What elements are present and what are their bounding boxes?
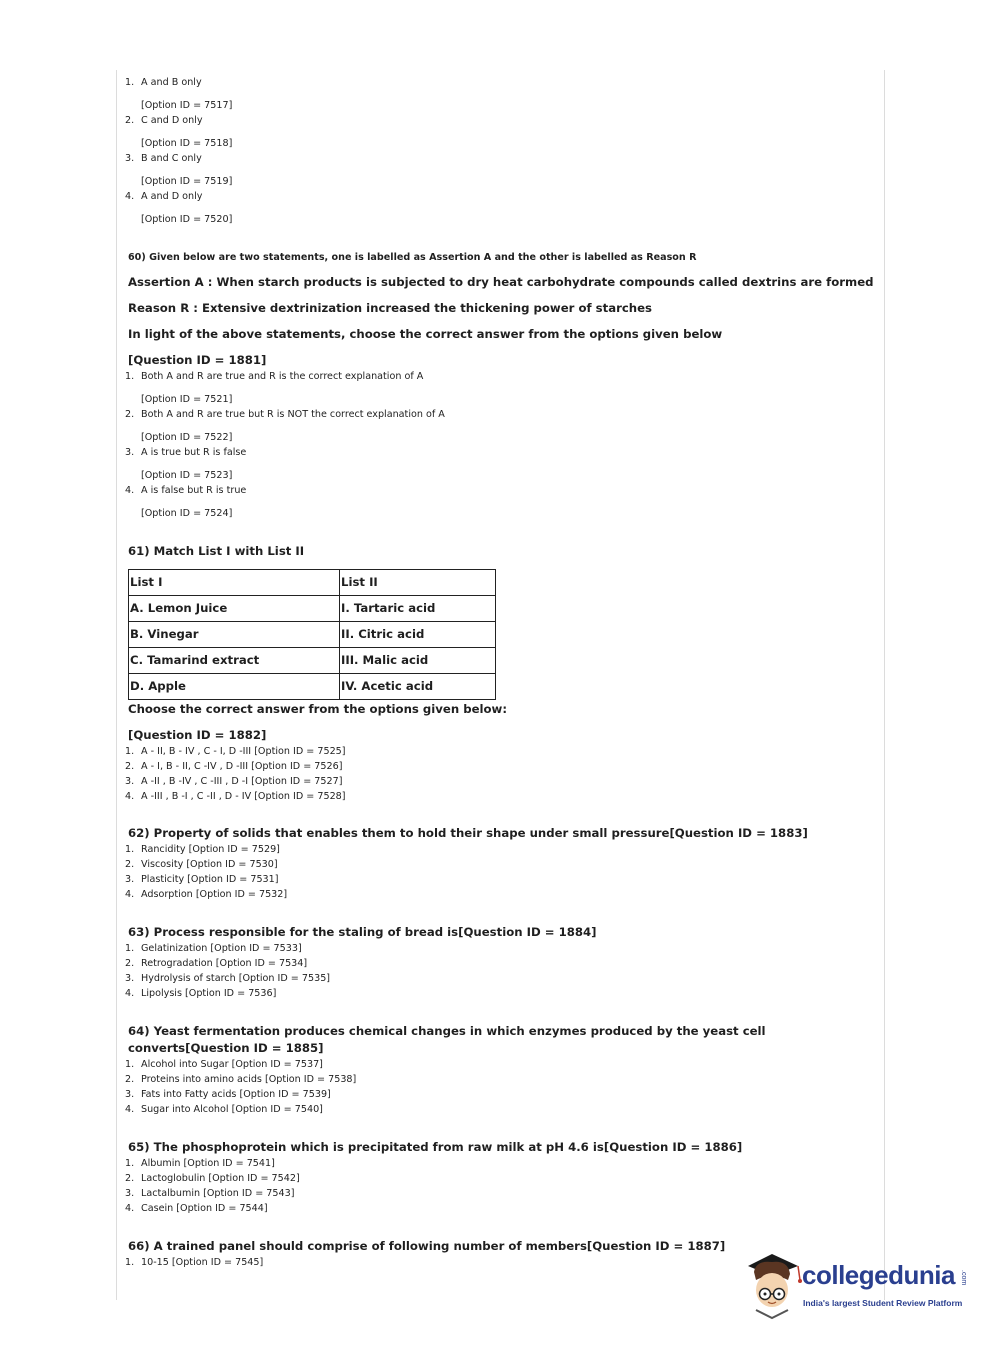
mascot-icon: [742, 1250, 804, 1322]
question-60: [116, 249, 886, 521]
option-id: [Option ID = 7520]: [141, 214, 233, 225]
option-item: 1. 10-15 [Option ID = 7545]: [125, 1257, 264, 1268]
table-row: [129, 596, 496, 622]
option-item: 3. Fats into Fatty acids [Option ID = 7539]: [125, 1089, 331, 1100]
table-cell: B. Vinegar: [129, 622, 340, 648]
table-row: [129, 648, 496, 674]
question-title: 65) The phosphoprotein which is precipitated from raw milk at pH 4.6 is[Question ID = 1886]: [128, 1140, 743, 1154]
question-65: [116, 1139, 886, 1216]
option-item: 4. Casein [Option ID = 7544]: [125, 1203, 268, 1214]
table-cell: C. Tamarind extract: [129, 648, 340, 674]
question-title: 60) Given below are two statements, one is labelled as Assertion A and the other is labelled as Reason R: [128, 252, 697, 263]
instruction-text: Choose the correct answer from the options given below:: [128, 702, 508, 716]
option-item: 1. Albumin [Option ID = 7541]: [125, 1158, 275, 1169]
option-id: [Option ID = 7517]: [141, 100, 233, 111]
question-paper-content: [116, 70, 886, 1270]
table-row: [129, 674, 496, 700]
table-cell: IV. Acetic acid: [340, 674, 496, 700]
option-item: 4. A is false but R is true: [125, 485, 247, 496]
option-item: 4. A and D only: [125, 191, 203, 202]
logo-tagline: India's largest Student Review Platform: [803, 1298, 963, 1308]
match-table: [128, 569, 496, 700]
option-id: [Option ID = 7522]: [141, 432, 233, 443]
question-title: 64) Yeast fermentation produces chemical changes in which enzymes produced by the yeast cell converts[Question ID = 1885]: [128, 1024, 766, 1055]
question-61: [116, 543, 886, 804]
question-64: [116, 1023, 886, 1117]
option-item: 1. Alcohol into Sugar [Option ID = 7537]: [125, 1059, 323, 1070]
option-item: 1. Rancidity [Option ID = 7529]: [125, 844, 280, 855]
question-63: [116, 924, 886, 1001]
option-item: 3. A is true but R is false: [125, 447, 247, 458]
collegedunia-logo: [742, 1250, 972, 1322]
option-item: 2. Both A and R are true but R is NOT the correct explanation of A: [125, 409, 445, 420]
option-item: 1. A and B only: [125, 77, 202, 88]
table-header-row: [129, 570, 496, 596]
question-id: [Question ID = 1881]: [128, 353, 267, 367]
option-item: 4. A -III , B -I , C -II , D - IV [Option ID = 7528]: [125, 791, 346, 802]
option-item: 4. Lipolysis [Option ID = 7536]: [125, 988, 277, 999]
q59-options: [116, 75, 886, 227]
option-item: 2. Proteins into amino acids [Option ID = 7538]: [125, 1074, 357, 1085]
option-item: 1. Gelatinization [Option ID = 7533]: [125, 943, 302, 954]
table-cell: III. Malic acid: [340, 648, 496, 674]
option-item: 1. A - II, B - IV , C - I, D -III [Option ID = 7525]: [125, 746, 346, 757]
option-item: 4. Adsorption [Option ID = 7532]: [125, 889, 288, 900]
logo-dotcom: .com: [960, 1270, 967, 1286]
question-title: 63) Process responsible for the staling of bread is[Question ID = 1884]: [128, 925, 597, 939]
table-cell: I. Tartaric acid: [340, 596, 496, 622]
option-id: [Option ID = 7523]: [141, 470, 233, 481]
option-item: 4. Sugar into Alcohol [Option ID = 7540]: [125, 1104, 323, 1115]
option-item: 2. Lactoglobulin [Option ID = 7542]: [125, 1173, 300, 1184]
option-item: 3. A -II , B -IV , C -III , D -I [Option ID = 7527]: [125, 776, 343, 787]
table-row: [129, 622, 496, 648]
option-item: 2. C and D only: [125, 115, 203, 126]
option-id: [Option ID = 7521]: [141, 394, 233, 405]
table-cell: A. Lemon Juice: [129, 596, 340, 622]
question-title: 66) A trained panel should comprise of following number of members[Question ID = 1887]: [128, 1239, 726, 1253]
option-item: 2. Retrogradation [Option ID = 7534]: [125, 958, 308, 969]
question-id: [Question ID = 1882]: [128, 728, 267, 742]
instruction-text: In light of the above statements, choose the correct answer from the options given below: [128, 327, 723, 341]
table-cell: D. Apple: [129, 674, 340, 700]
assertion-text: Assertion A : When starch products is subjected to dry heat carbohydrate compounds called dextrins are formed: [128, 275, 874, 289]
table-header-cell: List I: [129, 570, 340, 596]
logo-wordmark: collegedunia: [802, 1260, 955, 1290]
option-item: 3. Plasticity [Option ID = 7531]: [125, 874, 279, 885]
option-item: 3. B and C only: [125, 153, 202, 164]
reason-text: Reason R : Extensive dextrinization increased the thickening power of starches: [128, 301, 652, 315]
option-item: 2. Viscosity [Option ID = 7530]: [125, 859, 278, 870]
question-title: 62) Property of solids that enables them to hold their shape under small pressure[Question ID = 1883]: [128, 826, 808, 840]
option-item: 3. Hydrolysis of starch [Option ID = 7535]: [125, 973, 331, 984]
option-id: [Option ID = 7519]: [141, 176, 233, 187]
question-title: 61) Match List I with List II: [128, 544, 305, 558]
option-id: [Option ID = 7524]: [141, 508, 233, 519]
table-cell: II. Citric acid: [340, 622, 496, 648]
option-id: [Option ID = 7518]: [141, 138, 233, 149]
question-62: [116, 825, 886, 902]
table-header-cell: List II: [340, 570, 496, 596]
option-item: 2. A - I, B - II, C -IV , D -III [Option ID = 7526]: [125, 761, 343, 772]
option-item: 1. Both A and R are true and R is the correct explanation of A: [125, 371, 424, 382]
option-item: 3. Lactalbumin [Option ID = 7543]: [125, 1188, 295, 1199]
